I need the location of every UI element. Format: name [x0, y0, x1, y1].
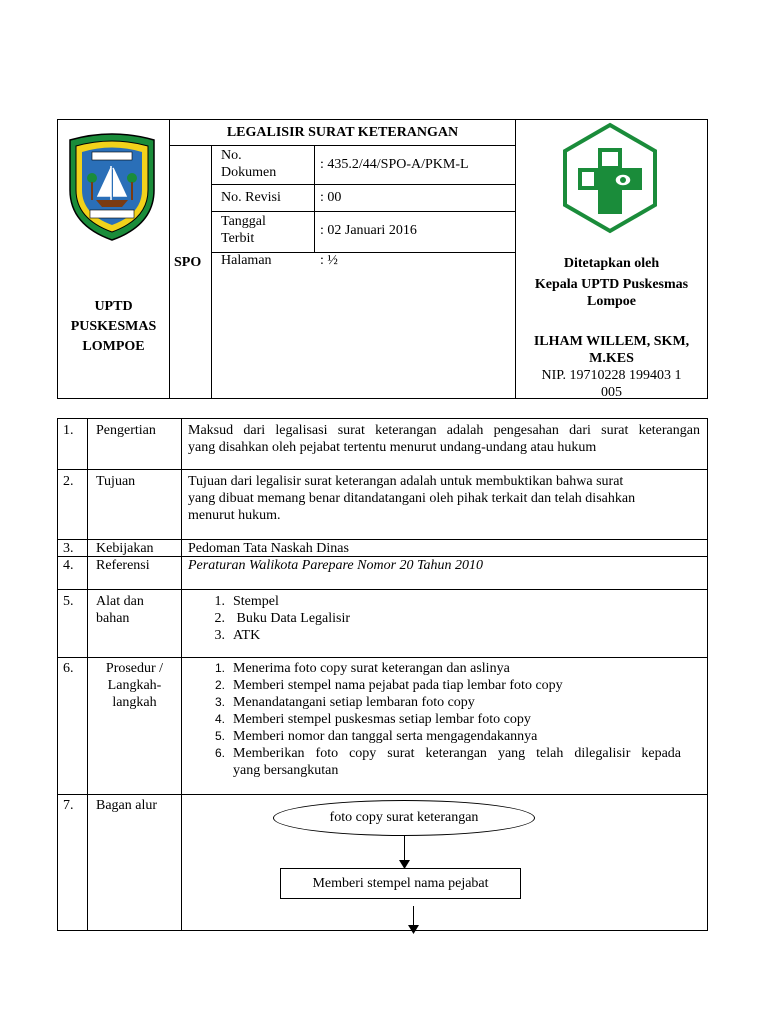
revision-label: No. Revisi [221, 190, 281, 205]
section-label-bagan: Bagan alur [96, 798, 158, 813]
page-label: Halaman [221, 253, 272, 268]
list-text: Menerima foto copy surat keterangan dan aslinya [233, 661, 510, 676]
arrow-down-icon [408, 925, 419, 934]
flow-start-terminal [273, 800, 535, 836]
label-line: langkah [112, 695, 157, 710]
label-line: Prosedur / [105, 661, 164, 676]
doc-number-value: : 435.2/44/SPO-A/PKM-L [320, 157, 469, 172]
list-item-continuation: yang bersangkutan [233, 763, 339, 778]
doc-number-label [221, 147, 276, 181]
issue-date-value: : 02 Januari 2016 [320, 223, 417, 238]
text-line: yang disahkan oleh pejabat tertentu menurut undang-undang atau hukum [188, 440, 597, 455]
label-line: Dokumen [221, 165, 277, 180]
org-name [58, 297, 169, 357]
list-number: 3. [214, 695, 225, 709]
page-value: : ½ [320, 253, 338, 268]
section-number: 3. [63, 541, 74, 556]
org-name-line: UPTD [94, 299, 133, 314]
label-line: Langkah- [107, 678, 162, 693]
flow-start-label: foto copy surat keterangan [329, 810, 479, 825]
list-text: Memberi stempel puskesmas setiap lembar foto copy [233, 712, 531, 727]
org-name-line: LOMPOE [82, 339, 145, 354]
text-line: yang dibuat memang benar ditandatangani oleh pihak terkait dan telah disahkan [188, 491, 636, 506]
approver-title [516, 276, 707, 310]
approved-by: Ditetapkan oleh [563, 256, 660, 271]
document-title: LEGALISIR SURAT KETERANGAN [226, 125, 459, 140]
revision-value: : 00 [320, 190, 342, 205]
flow-step-label: Memberi stempel nama pejabat [312, 876, 489, 891]
list-number: 2. [214, 611, 225, 626]
approver-nip [516, 367, 707, 401]
list-number: 1. [214, 661, 225, 675]
approver-name-line: M.KES [589, 351, 634, 366]
list-text: Menandatangani setiap lembaran foto copy [233, 695, 475, 710]
approver-name-line: ILHAM WILLEM, SKM, [533, 334, 690, 349]
section-label-alat [96, 593, 144, 627]
section-label-tujuan: Tujuan [96, 474, 136, 489]
section-number: 7. [63, 798, 74, 813]
issue-date-label [221, 213, 266, 247]
list-number: 1. [214, 594, 225, 609]
text-line: menurut hukum. [188, 508, 281, 523]
procedure-steps [203, 660, 681, 780]
tools-list [203, 593, 693, 647]
label-line: No. [221, 148, 242, 163]
org-name-line: PUSKESMAS [70, 319, 157, 334]
section-number: 5. [63, 594, 74, 609]
section-label-referensi: Referensi [96, 558, 150, 573]
list-number: 5. [214, 729, 225, 743]
nip-line: NIP. 19710228 199403 1 [541, 368, 682, 383]
label-line: bahan [96, 611, 130, 626]
section-number: 6. [63, 661, 74, 676]
section-label-pengertian: Pengertian [96, 423, 156, 438]
list-number: 4. [214, 712, 225, 726]
list-number: 2. [214, 678, 225, 692]
section-number: 4. [63, 558, 74, 573]
section-number: 2. [63, 474, 74, 489]
list-text: Memberi nomor dan tanggal serta mengagendakannya [233, 729, 538, 744]
city-emblem-icon [62, 130, 162, 242]
list-text: Memberi stempel nama pejabat pada tiap lembar foto copy [233, 678, 563, 693]
section-text-referensi: Peraturan Walikota Parepare Nomor 20 Tahun 2010 [188, 558, 484, 573]
label-line: Tanggal [221, 214, 266, 229]
flow-step-process [280, 868, 521, 899]
puskesmas-logo-icon [560, 122, 660, 234]
section-label-kebijakan: Kebijakan [96, 541, 154, 556]
list-text: Stempel [233, 594, 279, 609]
spo-label: SPO [174, 255, 202, 270]
flow-arrow-line [404, 836, 405, 863]
list-text: ATK [233, 628, 261, 643]
approver-title-line: Lompoe [587, 294, 636, 309]
label-line: Alat dan [96, 594, 144, 609]
section-text-pengertian [188, 422, 700, 456]
list-text: Memberikan foto copy surat keterangan yang telah dilegalisir kepada [233, 746, 681, 761]
text-line: Tujuan dari legalisir surat keterangan adalah untuk membuktikan bahwa surat [188, 474, 624, 489]
label-line: Terbit [221, 231, 255, 246]
list-number: 6. [214, 746, 225, 760]
section-text-tujuan [188, 473, 700, 524]
list-text: Buku Data Legalisir [233, 611, 351, 626]
approver-title-line: Kepala UPTD Puskesmas [534, 277, 689, 292]
nip-line: 005 [601, 385, 622, 400]
section-text-kebijakan: Pedoman Tata Naskah Dinas [188, 541, 349, 556]
section-label-prosedur [88, 660, 181, 711]
section-number: 1. [63, 423, 74, 438]
approver-name [516, 333, 707, 367]
list-number: 3. [214, 628, 225, 643]
text-line: Maksud dari legalisasi surat keterangan adalah pengesahan dari surat keterangan [188, 423, 700, 438]
